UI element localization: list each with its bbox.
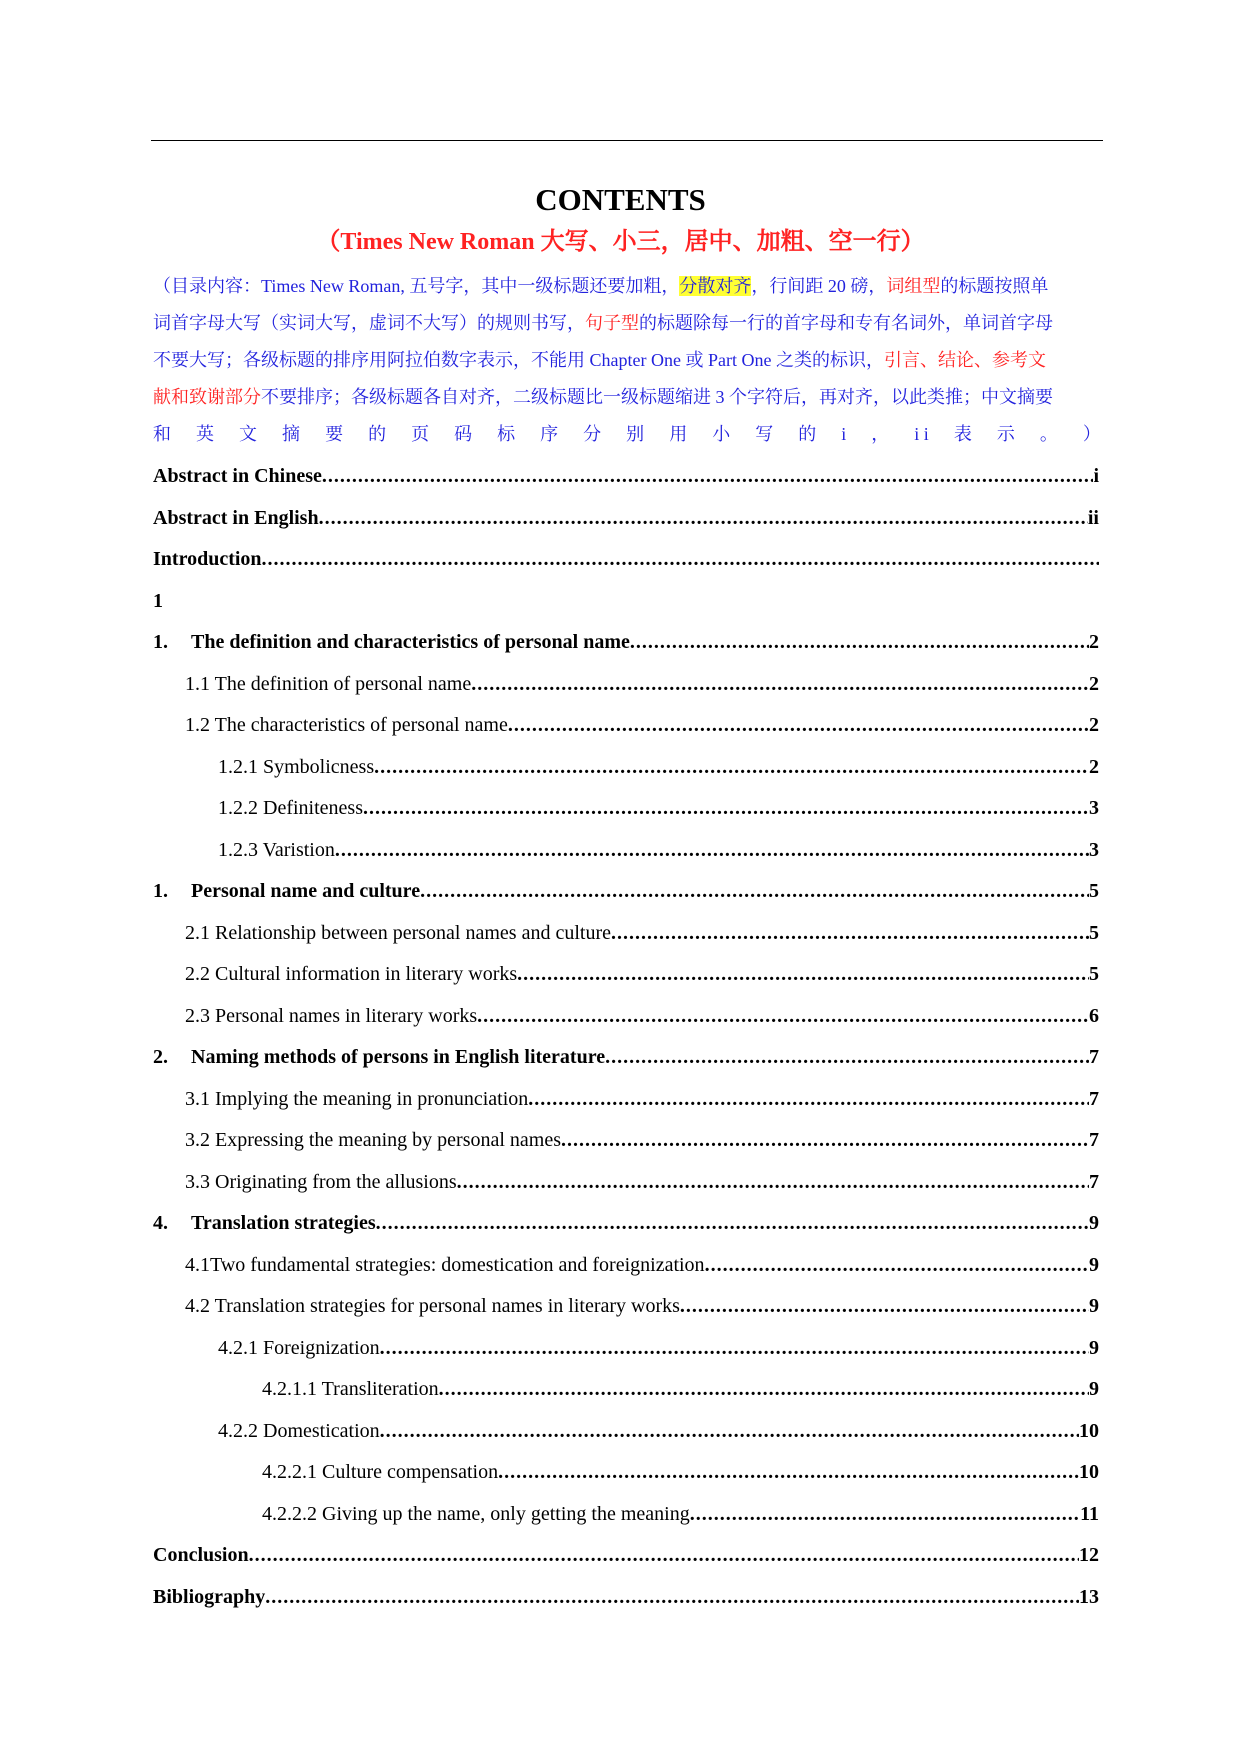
toc-entry[interactable] — [153, 622, 1099, 664]
toc-page-number: ii — [1087, 506, 1099, 529]
instr-char: 码 — [454, 424, 473, 444]
header-rule — [151, 140, 1103, 141]
toc-page-number: 2 — [1089, 631, 1099, 653]
instr-text: 词首字母大写（实词大写，虚词不大写）的规则书写， — [153, 313, 585, 333]
toc-entry-label — [153, 456, 322, 498]
instr-char: 别 — [626, 424, 645, 444]
toc-leader-dots — [335, 830, 1089, 872]
toc-entry-title: Abstract in Chinese — [153, 465, 322, 487]
instr-char: 序 — [540, 424, 559, 444]
toc-page-number: 10 — [1079, 1461, 1099, 1483]
toc-entry-label — [185, 1079, 528, 1121]
instr-char: 英 — [196, 424, 215, 444]
toc-entry-title: 3.1 Implying the meaning in pronunciation — [185, 1087, 529, 1110]
toc-entry[interactable] — [153, 913, 1099, 955]
toc-page-number: 9 — [1089, 1212, 1099, 1234]
toc-leader-dots — [477, 996, 1089, 1038]
toc-page-number: 7 — [1089, 1046, 1099, 1068]
instructions-line-3 — [153, 342, 1101, 379]
format-note: （Times New Roman 大写、小三，居中、加粗、空一行） — [316, 229, 925, 255]
toc-entry-title: 1.2.1 Symbolicness — [218, 755, 375, 778]
toc-entry-title: 2.3 Personal names in literary works — [185, 1004, 478, 1027]
instr-char: 的 — [798, 424, 817, 444]
toc-leader-dots — [690, 1494, 1080, 1536]
toc-entry[interactable] — [153, 954, 1099, 996]
toc-leader-dots — [630, 622, 1089, 664]
toc-entry-title: 1.2 The characteristics of personal name — [185, 714, 508, 736]
toc-page-number: 7 — [1089, 1129, 1099, 1151]
toc-page-number: 9 — [1089, 1378, 1099, 1400]
toc-entry-title: 1.2.3 Varistion — [218, 838, 335, 861]
toc-entry[interactable] — [153, 1452, 1099, 1494]
toc-page-number: 7 — [1089, 1087, 1099, 1110]
toc-leader-dots — [262, 539, 1099, 581]
toc-entry-label — [153, 498, 319, 540]
toc-entry-title: 4.2.1.1 Transliteration — [262, 1378, 439, 1400]
instructions-line-2 — [153, 305, 1101, 342]
toc-leader-dots — [363, 788, 1089, 830]
instructions-block — [153, 268, 1101, 453]
toc-entry-title: 2.2 Cultural information in literary works — [185, 963, 518, 985]
toc-entry-label — [153, 622, 630, 664]
toc-entry-title: 3.3 Originating from the allusions — [185, 1170, 457, 1193]
toc-entry[interactable] — [153, 1411, 1099, 1453]
toc-entry-label — [218, 1328, 380, 1370]
toc-entry[interactable] — [153, 498, 1099, 540]
toc-page-number: 6 — [1089, 1004, 1099, 1027]
toc-entry-label — [262, 1452, 498, 1494]
toc-entry[interactable] — [153, 664, 1099, 706]
toc-page-number: 5 — [1089, 921, 1099, 944]
toc-entry-title: 4.2.2.2 Giving up the name, only getting the meaning — [262, 1502, 690, 1525]
toc-entry[interactable] — [153, 1577, 1099, 1619]
toc-leader-dots — [265, 1577, 1079, 1619]
toc-leader-dots — [380, 1328, 1089, 1370]
toc-entry-title: 1.2.2 Definiteness — [218, 797, 363, 819]
instr-char: 写 — [755, 424, 774, 444]
toc-entry-title: Bibliography — [153, 1585, 266, 1608]
toc-entry[interactable] — [153, 1369, 1099, 1411]
toc-entry-label — [262, 1494, 690, 1536]
toc-page-number: 12 — [1079, 1544, 1099, 1566]
toc-page-number: 3 — [1089, 797, 1099, 819]
instructions-line-5 — [153, 416, 1101, 453]
highlighted-text: 分散对齐 — [679, 276, 752, 296]
toc-page-number: 9 — [1089, 1336, 1099, 1359]
toc-entry-title: Introduction — [153, 548, 262, 570]
toc-page-number: 5 — [1089, 880, 1099, 902]
toc-leader-dots — [376, 1203, 1089, 1245]
toc-entry-label — [185, 664, 471, 706]
toc-entry-label — [185, 1245, 705, 1287]
toc-entry-title: 3.2 Expressing the meaning by personal names — [185, 1129, 562, 1151]
toc-entry-number: 4. — [153, 1212, 168, 1234]
toc-entry-label — [185, 1162, 457, 1204]
toc-leader-dots — [561, 1120, 1089, 1162]
toc-leader-dots — [319, 498, 1088, 540]
toc-leader-dots — [322, 456, 1094, 498]
toc-entry-label — [153, 1535, 249, 1577]
toc-page-number: 2 — [1089, 672, 1099, 695]
toc-entry-number: 1. — [153, 880, 168, 902]
toc-entry[interactable] — [153, 871, 1099, 913]
toc-leader-dots — [508, 705, 1089, 747]
instr-char: 分 — [583, 424, 602, 444]
toc-leader-dots — [498, 1452, 1079, 1494]
toc-entry[interactable] — [153, 1120, 1099, 1162]
toc-entry[interactable] — [153, 1203, 1099, 1245]
instr-text: 不要排序；各级标题各自对齐，二级标题比一级标题缩进 3 个字符后，再对齐，以此类推；中文摘要 — [261, 387, 1053, 407]
toc-leader-dots — [705, 1245, 1089, 1287]
toc-entry-title: Naming methods of persons in English literature — [191, 1046, 606, 1068]
toc-entry[interactable] — [153, 996, 1099, 1038]
instr-text: （目录内容：Times New Roman, 五号字，其中一级标题还要加粗， — [153, 276, 680, 296]
instr-text: 不要大写；各级标题的排序用阿拉伯数字表示，不能用 Chapter One 或 Part One 之类的标识， — [153, 350, 884, 370]
instr-char: ） — [1082, 424, 1101, 444]
toc-entry-title: 4.2.2 Domestication — [218, 1419, 380, 1442]
instructions-line-1 — [153, 268, 1101, 305]
toc-entry-label — [218, 1411, 380, 1453]
toc-entry-number: 2. — [153, 1046, 168, 1068]
toc-entry[interactable] — [153, 1494, 1099, 1536]
toc-entry[interactable] — [153, 1245, 1099, 1287]
instr-char: 表 — [953, 424, 972, 444]
toc-entry-label — [185, 1120, 561, 1162]
toc-leader-dots — [439, 1369, 1089, 1411]
toc-leader-dots — [471, 664, 1089, 706]
toc-entry[interactable] — [153, 1162, 1099, 1204]
toc-entry[interactable] — [153, 788, 1099, 830]
toc-leader-dots — [457, 1162, 1089, 1204]
toc-page-number: 2 — [1089, 714, 1099, 736]
toc-page-number: 11 — [1080, 1502, 1099, 1525]
toc-entry[interactable] — [153, 747, 1099, 789]
toc-entry-label — [153, 1203, 376, 1245]
toc-page-number: 3 — [1089, 838, 1099, 861]
toc-entry[interactable] — [153, 1328, 1099, 1370]
instr-char: ， — [871, 424, 890, 444]
red-text: 献和致谢部分 — [153, 387, 261, 407]
red-text: 词组型 — [886, 276, 941, 296]
toc-leader-dots — [680, 1286, 1089, 1328]
toc-entry-title: 4.1Two fundamental strategies: domestication and foreignization — [185, 1253, 705, 1276]
toc-leader-dots — [605, 1037, 1089, 1079]
toc-entry-title: 2.1 Relationship between personal names and culture — [185, 921, 611, 944]
instructions-line-4 — [153, 379, 1101, 416]
toc-entry-title: Conclusion — [153, 1544, 249, 1566]
page-title: CONTENTS — [535, 182, 706, 217]
toc-entry[interactable] — [153, 456, 1099, 498]
toc-leader-dots — [420, 871, 1089, 913]
toc-leader-dots — [517, 954, 1089, 996]
toc-page-number: i — [1093, 465, 1099, 487]
toc-page-number: 10 — [1079, 1419, 1099, 1442]
instr-text: 的标题按照单 — [940, 276, 1049, 296]
toc-page-number: 7 — [1089, 1170, 1099, 1193]
toc-entry-label — [153, 1577, 265, 1619]
toc-leader-dots — [528, 1079, 1089, 1121]
toc-entry-label — [185, 705, 508, 747]
toc-wrapped-page-number: 1 — [153, 589, 163, 612]
toc-entry-title: 4.2 Translation strategies for personal names in literary works — [185, 1295, 680, 1317]
red-text: 引言、结论、参考文 — [883, 350, 1046, 370]
toc-leader-dots — [380, 1411, 1079, 1453]
toc-leader-dots — [611, 913, 1089, 955]
toc-entry-title: 1.1 The definition of personal name — [185, 672, 472, 695]
toc-entry-title: 4.2.1 Foreignization — [218, 1336, 380, 1359]
toc-entry-title: 4.2.2.1 Culture compensation — [262, 1461, 499, 1483]
toc-entry[interactable] — [153, 830, 1099, 872]
toc-entry-label — [218, 788, 363, 830]
toc-entry-title: Personal name and culture — [191, 880, 421, 902]
instr-char: 的 — [368, 424, 387, 444]
toc-entry[interactable] — [153, 1037, 1099, 1079]
toc-entry-label — [185, 913, 611, 955]
toc-entry-label — [218, 830, 335, 872]
toc-page-number: 2 — [1089, 755, 1099, 778]
instr-char: 用 — [669, 424, 688, 444]
instr-char: 摘 — [282, 424, 301, 444]
toc-entry-title: Translation strategies — [191, 1212, 376, 1234]
toc-page-number: 13 — [1079, 1585, 1099, 1608]
toc-entry-label — [262, 1369, 439, 1411]
toc-entry-label — [185, 1286, 680, 1328]
red-text: 句子型 — [585, 313, 639, 333]
instr-char: 页 — [411, 424, 430, 444]
toc-page-number: 5 — [1089, 963, 1099, 985]
instr-char: i — [841, 424, 847, 444]
toc-entry[interactable] — [153, 1286, 1099, 1328]
toc-entry-title: Abstract in English — [153, 506, 319, 529]
toc-page-number: 9 — [1089, 1295, 1099, 1317]
toc-entry[interactable] — [153, 539, 1099, 581]
instr-char: 和 — [153, 424, 171, 444]
instr-char: 要 — [325, 424, 344, 444]
toc-entry[interactable] — [153, 1535, 1099, 1577]
instr-text: 的标题除每一行的首字母和专有名词外，单词首字母 — [639, 313, 1053, 333]
instr-char: 小 — [712, 424, 731, 444]
toc-entry-label — [218, 747, 374, 789]
toc-entry-title: The definition and characteristics of personal name — [191, 631, 630, 653]
instr-text: ，行间距 20 磅， — [751, 276, 887, 296]
toc-entry[interactable] — [153, 1079, 1099, 1121]
instr-char: 文 — [239, 424, 258, 444]
toc-leader-dots — [249, 1535, 1079, 1577]
instr-char: i i — [914, 424, 929, 444]
toc-entry-label — [185, 996, 477, 1038]
instr-char: 。 — [1039, 424, 1058, 444]
toc-page-number: 9 — [1089, 1253, 1099, 1276]
instr-char: 示 — [996, 424, 1015, 444]
toc-entry-label — [153, 871, 420, 913]
toc-entry-label — [153, 1037, 605, 1079]
toc-entry[interactable] — [153, 705, 1099, 747]
table-of-contents — [153, 456, 1099, 1618]
toc-entry-number: 1. — [153, 631, 168, 653]
instr-char: 标 — [497, 424, 516, 444]
toc-entry-label — [185, 954, 517, 996]
toc-entry-label — [153, 539, 262, 581]
toc-leader-dots — [374, 747, 1089, 789]
